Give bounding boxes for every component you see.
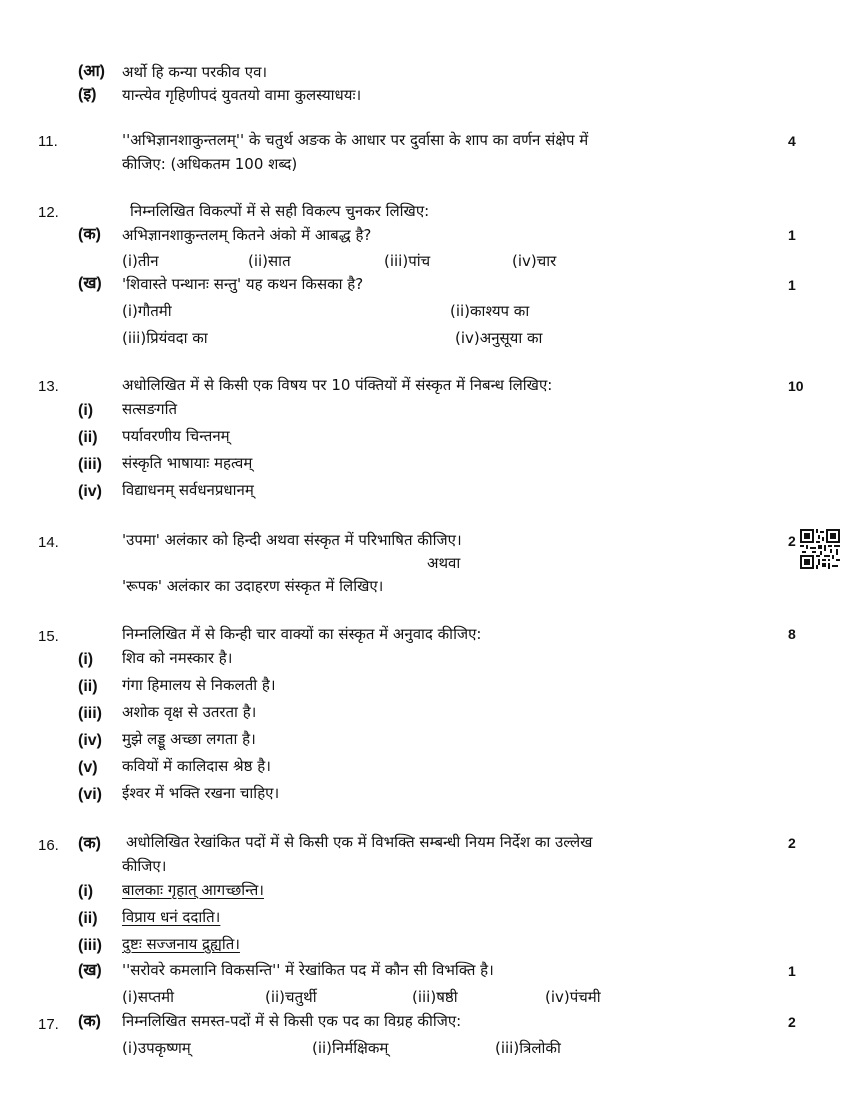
- q13-item-text: पर्यावरणीय चिन्तनम्: [122, 427, 230, 445]
- q13-item-label: (iii): [78, 456, 102, 473]
- q17-number: 17.: [38, 1016, 59, 1033]
- q14-number: 14.: [38, 534, 59, 551]
- q11-marks: 4: [788, 133, 796, 149]
- q13-item-label: (ii): [78, 429, 98, 446]
- q13-item-label: (iv): [78, 483, 102, 500]
- q12-ka-label: (क): [78, 226, 101, 243]
- q16-kha-marks: 1: [788, 963, 796, 979]
- q13-instruction: अधोलिखित में से किसी एक विषय पर 10 पंक्तियों में संस्कृत में निबन्ध लिखिए:: [122, 376, 553, 394]
- q11-number: 11.: [38, 133, 58, 150]
- q14-line1: 'उपमा' अलंकार को हिन्दी अथवा संस्कृत में परिभाषित कीजिए।: [122, 531, 462, 549]
- q13-marks: 10: [788, 378, 804, 394]
- q15-item-text: शिव को नमस्कार है।: [122, 649, 233, 667]
- q15-item-label: (vi): [78, 786, 102, 803]
- q13-item-label: (i): [78, 402, 94, 419]
- q16-ka-item-text: दुष्टः सज्जनाय द्रुह्यति।: [122, 935, 240, 953]
- q16-kha-label: (ख): [78, 962, 102, 979]
- q12-ka-question: अभिज्ञानशाकुन्तलम् कितने अंको में आबद्ध है?: [122, 226, 372, 244]
- q16-number: 16.: [38, 837, 59, 854]
- q14-marks: 2: [788, 533, 796, 549]
- q16-ka-item-label: (ii): [78, 910, 98, 927]
- q15-item-text: कवियों में कालिदास श्रेष्ठ है।: [122, 757, 271, 775]
- q12-kha-option-2: (ii)काश्यप का: [450, 302, 530, 320]
- q15-item-label: (i): [78, 651, 94, 668]
- q15-item-label: (iv): [78, 732, 102, 749]
- q15-item-text: गंगा हिमालय से निकलती है।: [122, 676, 276, 694]
- q12-kha-label: (ख): [78, 275, 102, 292]
- q12-instruction: निम्नलिखित विकल्पों में से सही विकल्प चुनकर लिखिए:: [130, 202, 430, 220]
- q11-line1: ''अभिज्ञानशाकुन्तलम्'' के चतुर्थ अङक के आधार पर दुर्वासा के शाप का वर्णन संक्षेप में: [122, 131, 589, 149]
- q17-option-3: (iii)त्रिलोकी: [495, 1039, 561, 1057]
- q12-kha-marks: 1: [788, 277, 796, 293]
- q12-kha-option-3: (iii)प्रियंवदा का: [122, 329, 208, 347]
- q14-line2: 'रूपक' अलंकार का उदाहरण संस्कृत में लिखिए।: [122, 577, 384, 595]
- q14-or: अथवा: [427, 554, 461, 572]
- q10-text-i: यान्त्येव गृहिणीपदं युवतयो वामा कुलस्याधयः।: [122, 86, 362, 104]
- q15-item-label: (v): [78, 759, 98, 776]
- q16-kha-option-4: (iv)पंचमी: [545, 988, 601, 1006]
- q16-ka-line2: कीजिए।: [122, 857, 167, 875]
- q15-item-text: मुझे लड्डू अच्छा लगता है।: [122, 730, 256, 748]
- qr-code-icon: [800, 529, 840, 569]
- q12-ka-marks: 1: [788, 227, 796, 243]
- q10-label-aa: (आ): [78, 63, 106, 80]
- q13-item-text: संस्कृति भाषायाः महत्वम्: [122, 454, 253, 472]
- q12-ka-option-1: (i)तीन: [122, 252, 159, 270]
- q16-ka-item-label: (i): [78, 883, 94, 900]
- q17-label: (क): [78, 1013, 101, 1030]
- q15-item-text: ईश्वर में भक्ति रखना चाहिए।: [122, 784, 280, 802]
- q13-item-text: सत्सङगति: [122, 400, 178, 418]
- q12-number: 12.: [38, 204, 59, 221]
- q15-item-text: अशोक वृक्ष से उतरता है।: [122, 703, 257, 721]
- q15-number: 15.: [38, 628, 59, 645]
- q12-ka-option-4: (iv)चार: [512, 252, 557, 270]
- q12-ka-option-3: (iii)पांच: [384, 252, 431, 270]
- q16-kha-option-1: (i)सप्तमी: [122, 988, 175, 1006]
- q17-instruction: निम्नलिखित समस्त-पदों में से किसी एक पद का विग्रह कीजिए:: [122, 1012, 462, 1030]
- q11-line2: कीजिए: (अधिकतम 100 शब्द): [122, 155, 298, 173]
- q13-number: 13.: [38, 378, 59, 395]
- q17-marks: 2: [788, 1014, 796, 1030]
- q12-ka-option-2: (ii)सात: [248, 252, 291, 270]
- q16-ka-item-text: बालकाः गृहात् आगच्छन्ति।: [122, 881, 264, 899]
- q12-kha-option-1: (i)गौतमी: [122, 302, 172, 320]
- q10-label-i: (इ): [78, 86, 97, 103]
- q16-ka-marks: 2: [788, 835, 796, 851]
- q16-ka-item-label: (iii): [78, 937, 102, 954]
- q15-marks: 8: [788, 626, 796, 642]
- q16-ka-line1: अधोलिखित रेखांकित पदों में से किसी एक में विभक्ति सम्बन्धी नियम निर्देश का उल्लेख: [126, 833, 593, 851]
- q16-kha-option-2: (ii)चतुर्थी: [265, 988, 317, 1006]
- q16-kha-option-3: (iii)षष्ठी: [412, 988, 458, 1006]
- q13-item-text: विद्याधनम् सर्वधनप्रधानम्: [122, 481, 254, 499]
- q16-ka-label: (क): [78, 835, 101, 852]
- q15-instruction: निम्नलिखित में से किन्ही चार वाक्यों का संस्कृत में अनुवाद कीजिए:: [122, 625, 482, 643]
- q17-option-1: (i)उपकृष्णम्: [122, 1039, 191, 1057]
- q16-ka-item-text: विप्राय धनं ददाति।: [122, 908, 221, 926]
- q12-kha-option-4: (iv)अनुसूया का: [455, 329, 543, 347]
- q12-kha-question: 'शिवास्ते पन्थानः सन्तु' यह कथन किसका है?: [122, 275, 364, 293]
- q17-option-2: (ii)निर्मक्षिकम्: [312, 1039, 389, 1057]
- q10-text-aa: अर्थो हि कन्या परकीव एव।: [122, 63, 268, 81]
- q15-item-label: (ii): [78, 678, 98, 695]
- q15-item-label: (iii): [78, 705, 102, 722]
- q16-kha-question: ''सरोवरे कमलानि विकसन्ति'' में रेखांकित पद में कौन सी विभक्ति है।: [122, 961, 494, 979]
